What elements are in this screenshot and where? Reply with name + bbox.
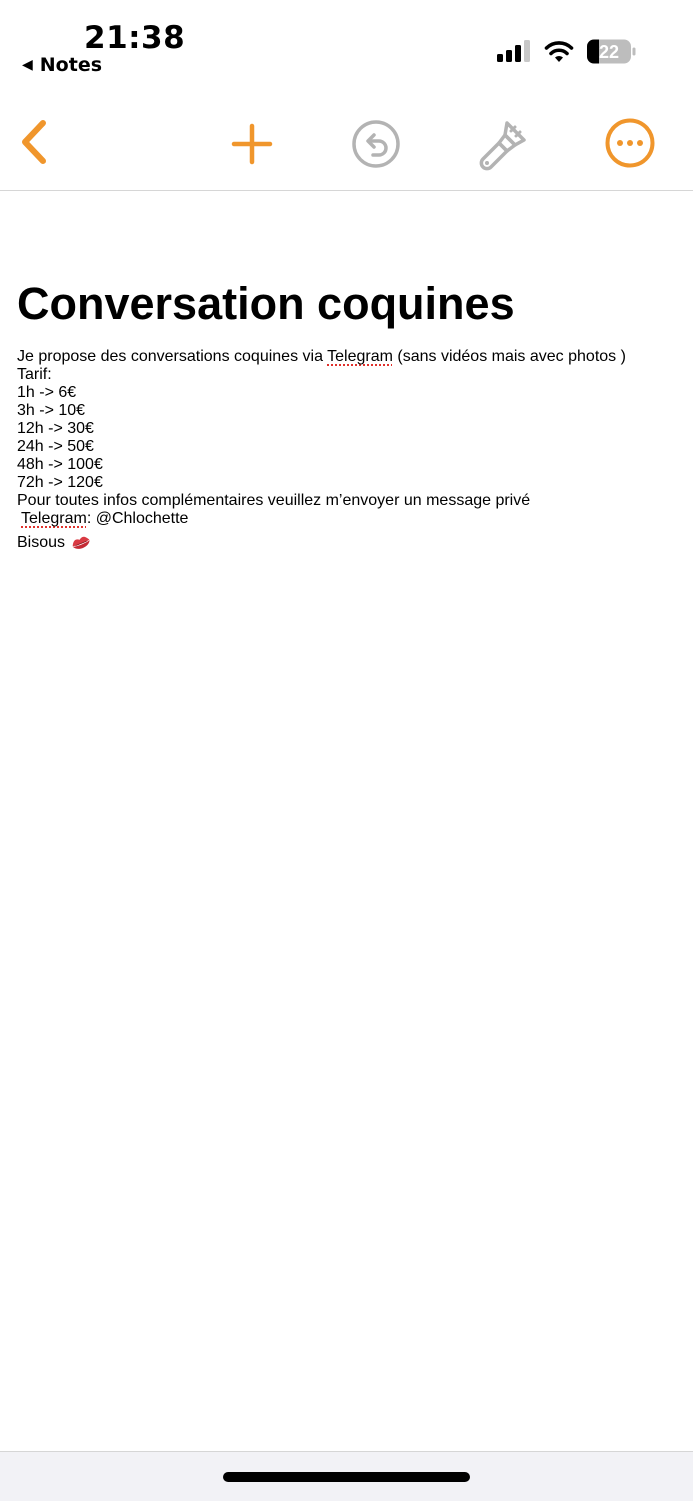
note-body[interactable]: [17, 346, 677, 552]
format-brush-button[interactable]: [476, 116, 534, 174]
price-line: 12h -> 30€: [17, 420, 94, 437]
contact-line: [17, 510, 677, 528]
battery-level: 22: [598, 42, 620, 62]
cellular-signal-icon: [497, 40, 533, 62]
back-triangle-icon: ◀: [22, 57, 33, 73]
more-icon: [604, 117, 656, 169]
tarif-label: Tarif:: [17, 366, 52, 383]
note-title[interactable]: Conversation coquines: [17, 278, 515, 329]
price-line: 3h -> 10€: [17, 402, 86, 419]
status-time: 21:38: [84, 20, 186, 56]
chevron-left-icon: [19, 119, 49, 165]
signoff-text: Bisous: [17, 534, 66, 551]
more-options-button[interactable]: [602, 115, 658, 171]
note-toolbar: [0, 100, 693, 191]
contact-handle: : @Chlochette: [86, 510, 189, 527]
telegram-word: Telegram: [327, 348, 393, 365]
price-line: 72h -> 120€: [17, 474, 103, 491]
contact-label: Telegram: [21, 510, 87, 527]
price-line: 1h -> 6€: [17, 384, 77, 401]
home-indicator[interactable]: [223, 1472, 470, 1482]
price-line: 48h -> 100€: [17, 456, 103, 473]
brush-icon: [477, 117, 533, 173]
price-line: 24h -> 50€: [17, 438, 94, 455]
undo-button[interactable]: [349, 117, 403, 171]
signoff-line: [17, 534, 677, 552]
back-button[interactable]: [14, 118, 54, 166]
intro-line: Je propose des conversations coquines via Telegram (sans vidéos mais avec photos ): [17, 348, 626, 365]
battery-icon: [587, 39, 637, 64]
wifi-icon: [543, 38, 575, 64]
back-to-app-button[interactable]: [22, 54, 102, 76]
plus-icon: [231, 123, 273, 165]
back-app-label: Notes: [39, 54, 103, 76]
kiss-lips-icon: [71, 534, 91, 552]
info-line: Pour toutes infos complémentaires veuillez m’envoyer un message privé: [17, 492, 531, 509]
undo-icon: [351, 119, 401, 169]
add-button[interactable]: [228, 120, 276, 168]
